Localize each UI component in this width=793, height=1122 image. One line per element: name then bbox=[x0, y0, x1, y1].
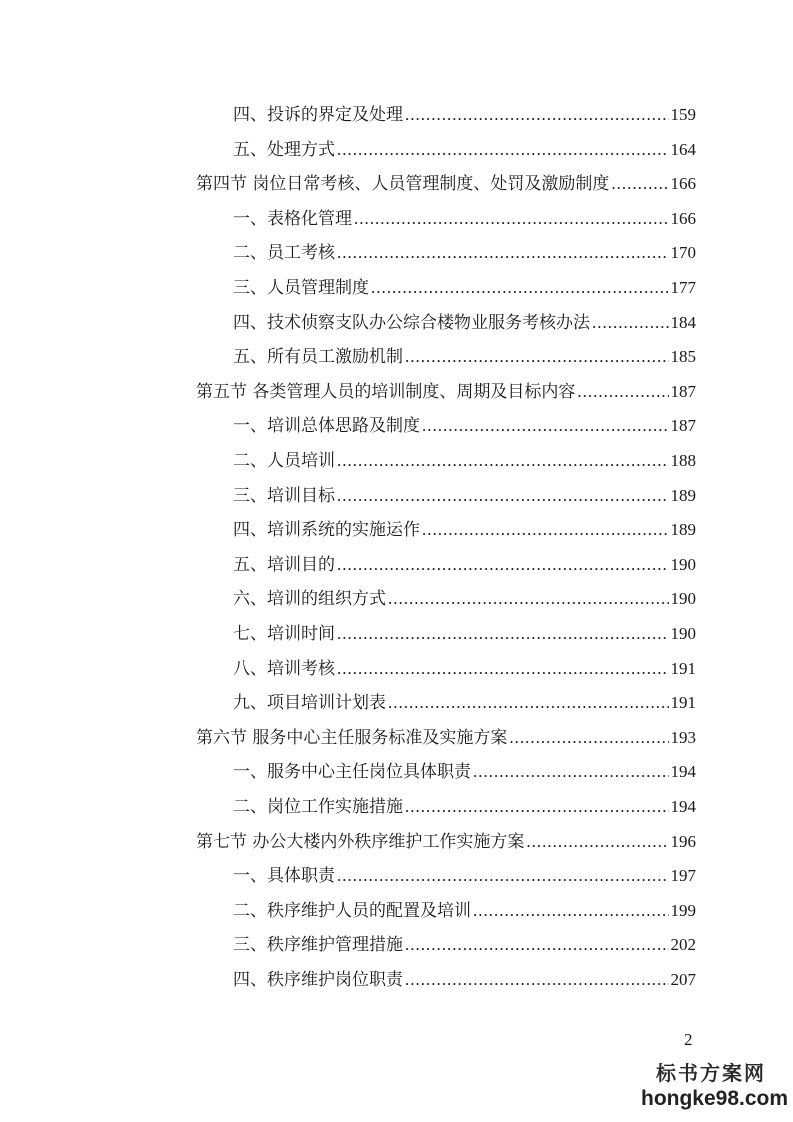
toc-subsection-entry[interactable] bbox=[233, 861, 696, 891]
toc-subsection-entry[interactable] bbox=[233, 688, 696, 718]
toc-subsection-entry[interactable] bbox=[233, 411, 696, 441]
toc-entry-label: 二、人员培训 bbox=[233, 451, 335, 471]
toc-entry-page: 194 bbox=[670, 762, 696, 782]
toc-entry-page: 189 bbox=[670, 485, 696, 505]
toc-entry-page: 177 bbox=[670, 278, 696, 297]
toc-dot-leader bbox=[405, 100, 669, 130]
toc-dot-leader bbox=[354, 204, 669, 234]
watermark-title: 标书方案网 bbox=[656, 1061, 766, 1085]
toc-subsection-entry[interactable] bbox=[233, 308, 696, 338]
toc-dot-leader bbox=[611, 169, 668, 199]
toc-entry-page: 190 bbox=[670, 589, 696, 609]
toc-dot-leader bbox=[405, 342, 669, 372]
toc-entry-page: 187 bbox=[670, 416, 696, 436]
toc-dot-leader bbox=[337, 550, 669, 580]
toc-entry-label: 五、处理方式 bbox=[233, 139, 335, 160]
toc-dot-leader bbox=[405, 930, 669, 960]
toc-entry-page: 199 bbox=[670, 900, 696, 920]
toc-entry-page: 187 bbox=[670, 381, 696, 401]
toc-subsection-entry[interactable] bbox=[233, 135, 696, 165]
toc-dot-leader bbox=[337, 135, 669, 165]
toc-entry-page: 164 bbox=[670, 139, 696, 159]
toc-entry-label: 四、培训系统的实施运作 bbox=[233, 520, 420, 541]
toc-entry-page: 193 bbox=[670, 727, 696, 747]
toc-subsection-entry[interactable] bbox=[233, 238, 696, 268]
toc-entry-label: 第六节 服务中心主任服务标准及实施方案 bbox=[196, 727, 508, 748]
toc-subsection-entry[interactable] bbox=[233, 757, 696, 787]
toc-entry-page: 188 bbox=[670, 451, 696, 470]
toc-section-entry[interactable] bbox=[196, 377, 696, 407]
toc-section-entry[interactable] bbox=[196, 827, 696, 857]
toc-dot-leader bbox=[422, 411, 669, 441]
toc-entry-page: 191 bbox=[670, 693, 696, 713]
toc-entry-page: 184 bbox=[670, 312, 696, 332]
toc-subsection-entry[interactable] bbox=[233, 550, 696, 580]
toc-entry-label: 第四节 岗位日常考核、人员管理制度、处罚及激励制度 bbox=[196, 174, 610, 195]
toc-subsection-entry[interactable] bbox=[233, 481, 696, 511]
toc-entry-label: 五、培训目的 bbox=[233, 554, 335, 575]
toc-dot-leader bbox=[337, 238, 669, 268]
toc-entry-page: 166 bbox=[670, 174, 696, 194]
toc-entry-label: 五、所有员工激励机制 bbox=[233, 347, 403, 368]
toc-entry-label: 一、培训总体思路及制度 bbox=[233, 416, 420, 437]
toc-dot-leader bbox=[388, 584, 669, 614]
toc-section-entry[interactable] bbox=[196, 723, 696, 753]
toc-subsection-entry[interactable] bbox=[233, 515, 696, 545]
toc-entry-label: 六、培训的组织方式 bbox=[233, 589, 386, 610]
toc-subsection-entry[interactable] bbox=[233, 342, 696, 372]
toc-entry-page: 196 bbox=[670, 831, 696, 851]
toc-dot-leader bbox=[405, 965, 669, 995]
toc-entry-label: 二、员工考核 bbox=[233, 243, 335, 264]
toc-subsection-entry[interactable] bbox=[233, 204, 696, 234]
toc-entry-page: 207 bbox=[670, 970, 696, 989]
toc-dot-leader bbox=[337, 654, 669, 684]
toc-entry-label: 八、培训考核 bbox=[233, 658, 335, 679]
toc-entry-label: 九、项目培训计划表 bbox=[233, 693, 386, 714]
toc-subsection-entry[interactable] bbox=[233, 584, 696, 614]
toc-dot-leader bbox=[337, 446, 669, 476]
toc-dot-leader bbox=[509, 723, 668, 753]
toc-subsection-entry[interactable] bbox=[233, 654, 696, 684]
toc-dot-leader bbox=[371, 273, 669, 303]
toc-entry-page: 166 bbox=[670, 208, 696, 228]
toc-subsection-entry[interactable] bbox=[233, 792, 696, 822]
toc-entry-label: 第七节 办公大楼内外秩序维护工作实施方案 bbox=[196, 831, 525, 852]
toc-dot-leader bbox=[473, 896, 669, 926]
toc-entry-label: 第五节 各类管理人员的培训制度、周期及目标内容 bbox=[196, 381, 576, 402]
toc-entry-page: 170 bbox=[670, 243, 696, 263]
toc-dot-leader bbox=[473, 757, 669, 787]
toc-entry-label: 四、秩序维护岗位职责 bbox=[233, 970, 403, 990]
toc-dot-leader bbox=[577, 377, 668, 407]
toc-entry-page: 190 bbox=[670, 554, 696, 574]
page-number: 2 bbox=[684, 1030, 693, 1049]
toc-subsection-entry[interactable] bbox=[233, 896, 696, 926]
toc-dot-leader bbox=[337, 861, 669, 891]
toc-entry-label: 七、培训时间 bbox=[233, 624, 335, 644]
toc-entry-page: 197 bbox=[670, 866, 696, 886]
toc-entry-page: 191 bbox=[670, 658, 696, 678]
toc-entry-label: 一、服务中心主任岗位具体职责 bbox=[233, 762, 471, 783]
toc-entry-label: 一、表格化管理 bbox=[233, 208, 352, 229]
toc-entry-page: 202 bbox=[670, 935, 696, 955]
toc-entry-page: 185 bbox=[670, 347, 696, 367]
toc-entry-page: 189 bbox=[670, 520, 696, 540]
toc-entry-page: 159 bbox=[670, 105, 696, 124]
toc-dot-leader bbox=[526, 827, 668, 857]
site-watermark bbox=[641, 1060, 789, 1112]
toc-entry-label: 三、培训目标 bbox=[233, 485, 335, 506]
toc-dot-leader bbox=[405, 792, 669, 822]
toc-subsection-entry[interactable] bbox=[233, 965, 696, 995]
toc-dot-leader bbox=[337, 619, 669, 649]
toc-entry-label: 三、秩序维护管理措施 bbox=[233, 935, 403, 956]
toc-subsection-entry[interactable] bbox=[233, 619, 696, 649]
toc-entry-label: 一、具体职责 bbox=[233, 866, 335, 887]
toc-entry-label: 二、岗位工作实施措施 bbox=[233, 797, 403, 817]
toc-dot-leader bbox=[592, 308, 669, 338]
toc-dot-leader bbox=[388, 688, 669, 718]
toc-entry-page: 190 bbox=[670, 624, 696, 643]
toc-subsection-entry[interactable] bbox=[233, 273, 696, 303]
toc-subsection-entry[interactable] bbox=[233, 930, 696, 960]
toc-entry-label: 四、投诉的界定及处理 bbox=[233, 105, 403, 125]
toc-entry-label: 二、秩序维护人员的配置及培训 bbox=[233, 900, 471, 921]
toc-subsection-entry[interactable] bbox=[233, 446, 696, 476]
toc-section-entry[interactable] bbox=[196, 169, 696, 199]
toc-subsection-entry[interactable] bbox=[233, 100, 696, 130]
toc-dot-leader bbox=[337, 481, 669, 511]
toc-dot-leader bbox=[422, 515, 669, 545]
toc-entry-label: 四、技术侦察支队办公综合楼物业服务考核办法 bbox=[233, 312, 590, 333]
toc-entry-page: 194 bbox=[670, 797, 696, 816]
toc-entry-label: 三、人员管理制度 bbox=[233, 278, 369, 298]
watermark-url: hongke98.com bbox=[641, 1087, 789, 1110]
